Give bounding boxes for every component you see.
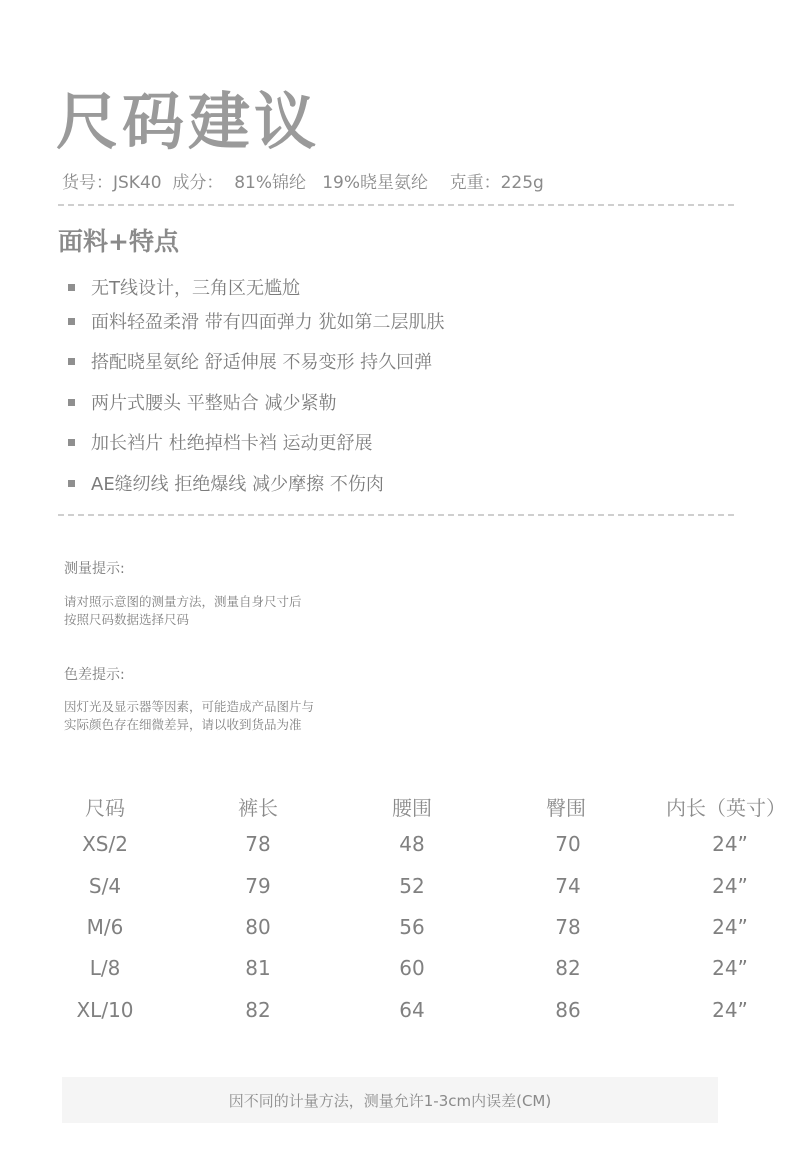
- measure-tip-line: 按照尺码数据选择尺码: [64, 612, 190, 627]
- table-cell: 60: [399, 956, 425, 980]
- table-cell: 24”: [712, 915, 748, 939]
- color-tip-title: 色差提示:: [64, 667, 125, 683]
- divider: [58, 514, 734, 516]
- table-cell: 82: [555, 956, 581, 980]
- table-cell: XS/2: [82, 832, 128, 856]
- table-cell: 79: [245, 874, 271, 898]
- size-table: [0, 788, 800, 1028]
- table-cell: 74: [555, 874, 581, 898]
- divider: [58, 204, 734, 206]
- table-header: 裤长: [238, 796, 278, 820]
- features-title: 面料+特点: [58, 227, 179, 256]
- feature-item: [68, 429, 372, 455]
- table-cell: 56: [399, 915, 425, 939]
- color-tip-line: 实际颜色存在细微差异，请以收到货品为准: [64, 717, 302, 732]
- color-tip-line: 因灯光及显示器等因素，可能造成产品图片与: [64, 699, 315, 714]
- table-cell: 52: [399, 874, 425, 898]
- table-cell: XL/10: [76, 998, 134, 1022]
- feature-text: 面料轻盈柔滑 带有四面弹力 犹如第二层肌肤: [91, 312, 445, 333]
- page-title: 尺码建议: [56, 85, 321, 158]
- table-cell: 64: [399, 998, 425, 1022]
- feature-item: [68, 274, 300, 300]
- feature-item: [68, 389, 336, 415]
- table-header: 尺码: [85, 796, 125, 820]
- table-cell: 78: [555, 915, 581, 939]
- table-cell: 24”: [712, 956, 748, 980]
- feature-text: 两片式腰头 平整贴合 减少紧勒: [91, 393, 337, 414]
- table-cell: 24”: [712, 998, 748, 1022]
- table-cell: L/8: [89, 956, 121, 980]
- bullet-icon: [68, 480, 75, 487]
- feature-item: [68, 470, 384, 496]
- measure-tip-title: 测量提示:: [64, 561, 125, 577]
- feature-text: 搭配晓星氨纶 舒适伸展 不易变形 持久回弹: [91, 352, 433, 373]
- feature-item: [68, 348, 432, 374]
- table-cell: 82: [245, 998, 271, 1022]
- table-cell: 24”: [712, 874, 748, 898]
- table-cell: 48: [399, 832, 425, 856]
- product-specs: 货号：JSK40 成分： 81%锦纶 19%晓星氨纶 克重：225g: [62, 173, 544, 193]
- bullet-icon: [68, 358, 75, 365]
- bullet-icon: [68, 399, 75, 406]
- table-cell: 70: [555, 832, 581, 856]
- bullet-icon: [68, 318, 75, 325]
- table-header: 臀围: [546, 796, 586, 820]
- table-header: 内长（英寸）: [666, 796, 786, 820]
- table-cell: 80: [245, 915, 271, 939]
- table-cell: 86: [555, 998, 581, 1022]
- measure-tip-line: 请对照示意图的测量方法，测量自身尺寸后: [64, 594, 302, 609]
- table-cell: 24”: [712, 832, 748, 856]
- table-cell: 81: [245, 956, 271, 980]
- color-tip-text: [64, 698, 384, 734]
- feature-text: AE缝纫线 拒绝爆线 减少摩擦 不伤肉: [91, 474, 384, 495]
- footer-note: [62, 1077, 718, 1123]
- table-header: 腰围: [392, 796, 432, 820]
- table-cell: S/4: [88, 874, 122, 898]
- measure-tip-text: [64, 593, 384, 629]
- feature-text: 无T线设计，三角区无尴尬: [91, 278, 300, 299]
- bullet-icon: [68, 284, 75, 291]
- footer-note-text: 因不同的计量方法，测量允许1-3cm内误差(CM): [228, 1091, 552, 1110]
- bullet-icon: [68, 439, 75, 446]
- table-cell: M/6: [86, 915, 124, 939]
- feature-text: 加长裆片 杜绝掉档卡裆 运动更舒展: [91, 433, 373, 454]
- table-cell: 78: [245, 832, 271, 856]
- feature-item: [68, 308, 444, 334]
